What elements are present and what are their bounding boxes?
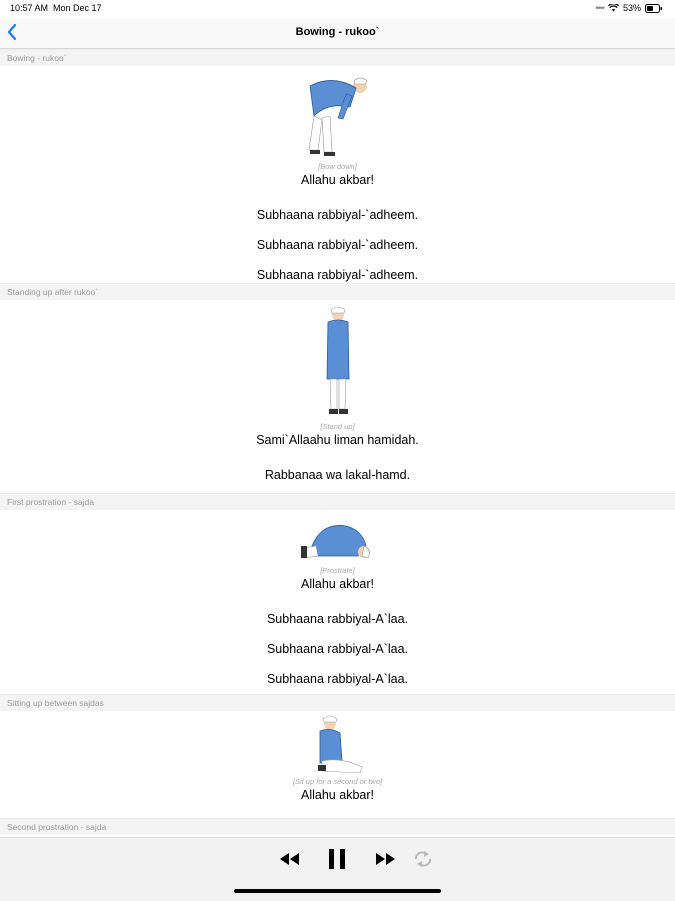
wifi-icon [608, 4, 619, 12]
status-date: Mon Dec 17 [53, 3, 102, 13]
recitation-line: Subhaana rabbiyal-A`laa. [266, 672, 409, 686]
section-header-second-prostration: Second prostration - sajda [0, 818, 675, 835]
recitation-line: Allahu akbar! [301, 173, 374, 187]
recitation-line: Allahu akbar! [301, 788, 374, 802]
fast-forward-icon [374, 850, 396, 868]
prayer-steps-list[interactable] [0, 49, 675, 837]
battery-icon [645, 4, 663, 13]
recitation-line: Subhaana rabbiyal-A`laa. [266, 642, 409, 656]
page-title: Bowing - rukoo` [295, 26, 380, 38]
section-body-first-prostration [0, 516, 675, 694]
recitation-line: Subhaana rabbiyal-`adheem. [256, 268, 419, 282]
status-right [595, 3, 663, 13]
recitation-line: Subhaana rabbiyal-`adheem. [256, 238, 419, 252]
step-caption: [Sit up for a second or two] [292, 777, 383, 786]
rewind-button[interactable] [279, 850, 303, 870]
section-body-bowing [0, 72, 675, 283]
navigation-bar [0, 18, 675, 49]
signal-dots-icon: •••• [595, 3, 604, 13]
section-header-first-prostration: First prostration - sajda [0, 493, 675, 510]
section-header-bowing: Bowing - rukoo` [0, 49, 675, 66]
repeat-icon [413, 850, 433, 868]
home-indicator [234, 889, 441, 893]
recitation-line: Subhaana rabbiyal-A`laa. [266, 612, 409, 626]
recitation-line: Subhaana rabbiyal-`adheem. [256, 208, 419, 222]
status-bar [0, 0, 675, 18]
repeat-button[interactable] [413, 850, 437, 870]
step-caption: [Prostrate] [320, 566, 355, 575]
section-header-standing-up: Standing up after rukoo` [0, 283, 675, 300]
recitation-line: Sami`Allaahu liman hamidah. [256, 433, 419, 447]
recitation-line: Allahu akbar! [301, 577, 374, 591]
rewind-icon [279, 850, 301, 868]
section-header-sitting-up: Sitting up between sajdas [0, 694, 675, 711]
recitation-line: Rabbanaa wa lakal-hamd. [264, 468, 411, 482]
prostrating-figure-image [298, 516, 378, 566]
standing-figure-image [318, 304, 358, 422]
step-caption: [Stand up] [320, 422, 355, 431]
bowing-figure-image [298, 72, 378, 162]
fast-forward-button[interactable] [374, 850, 398, 870]
sitting-figure-image [308, 713, 368, 777]
section-body-standing-up [0, 304, 675, 493]
step-caption: [Bow down] [318, 162, 357, 171]
pause-icon [327, 847, 347, 871]
section-body-sitting-up [0, 713, 675, 818]
status-time: 10:57 AM [10, 3, 49, 13]
pause-button[interactable] [327, 847, 351, 871]
battery-percent: 53% [622, 3, 641, 13]
